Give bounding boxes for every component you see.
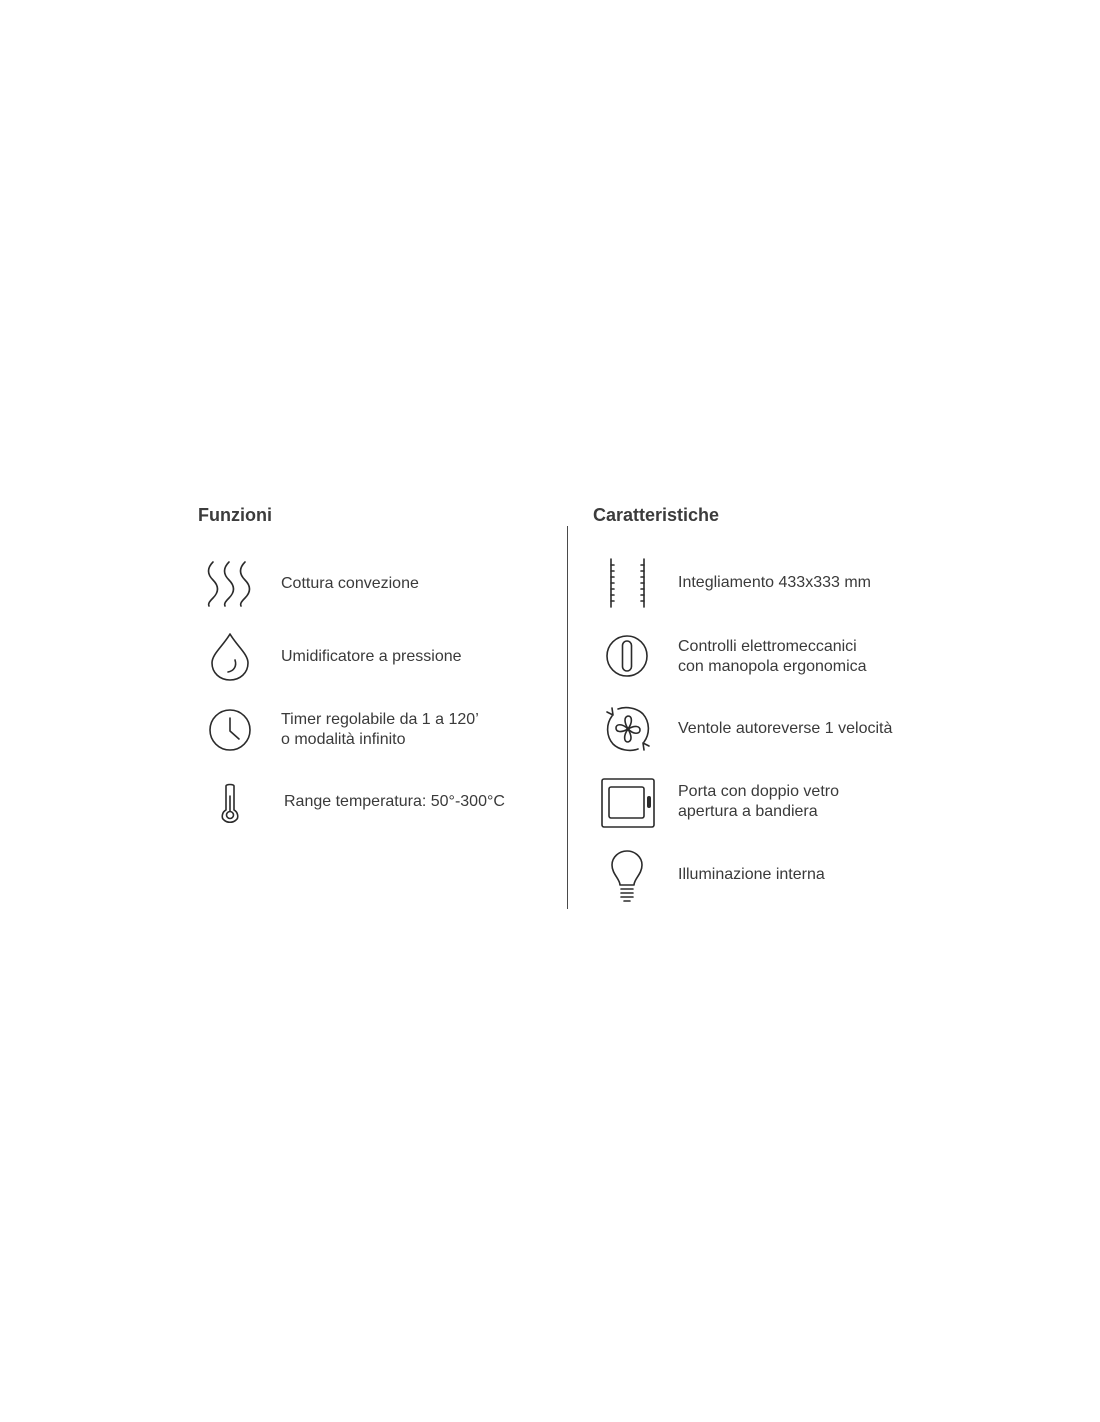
item-label: Timer regolabile da 1 a 120’ o modalità infinito	[281, 711, 479, 748]
clock-icon	[208, 708, 252, 752]
item-label: Cottura convezione	[281, 575, 419, 592]
item-label: Illuminazione interna	[678, 866, 825, 883]
oven-door-icon	[600, 777, 656, 829]
item-label: Umidificatore a pressione	[281, 648, 462, 665]
tray-rails-icon	[605, 557, 649, 609]
item-label: Porta con doppio vetro apertura a bandiera	[678, 783, 839, 820]
item-label: Ventole autoreverse 1 velocità	[678, 720, 893, 737]
item-label: Controlli elettromeccanici con manopola ergonomica	[678, 638, 867, 675]
water-drop-icon	[209, 632, 251, 682]
thermometer-icon	[219, 782, 241, 824]
knob-icon	[605, 634, 649, 678]
convection-waves-icon	[204, 560, 254, 608]
caratteristiche-title: Caratteristiche	[593, 505, 720, 525]
item-label: Integliamento 433x333 mm	[678, 574, 871, 591]
light-bulb-icon	[609, 849, 645, 903]
item-label: Range temperatura: 50°-300°C	[284, 793, 505, 810]
reverse-fan-icon	[602, 704, 654, 754]
funzioni-title: Funzioni	[198, 505, 272, 525]
column-divider	[567, 526, 568, 909]
